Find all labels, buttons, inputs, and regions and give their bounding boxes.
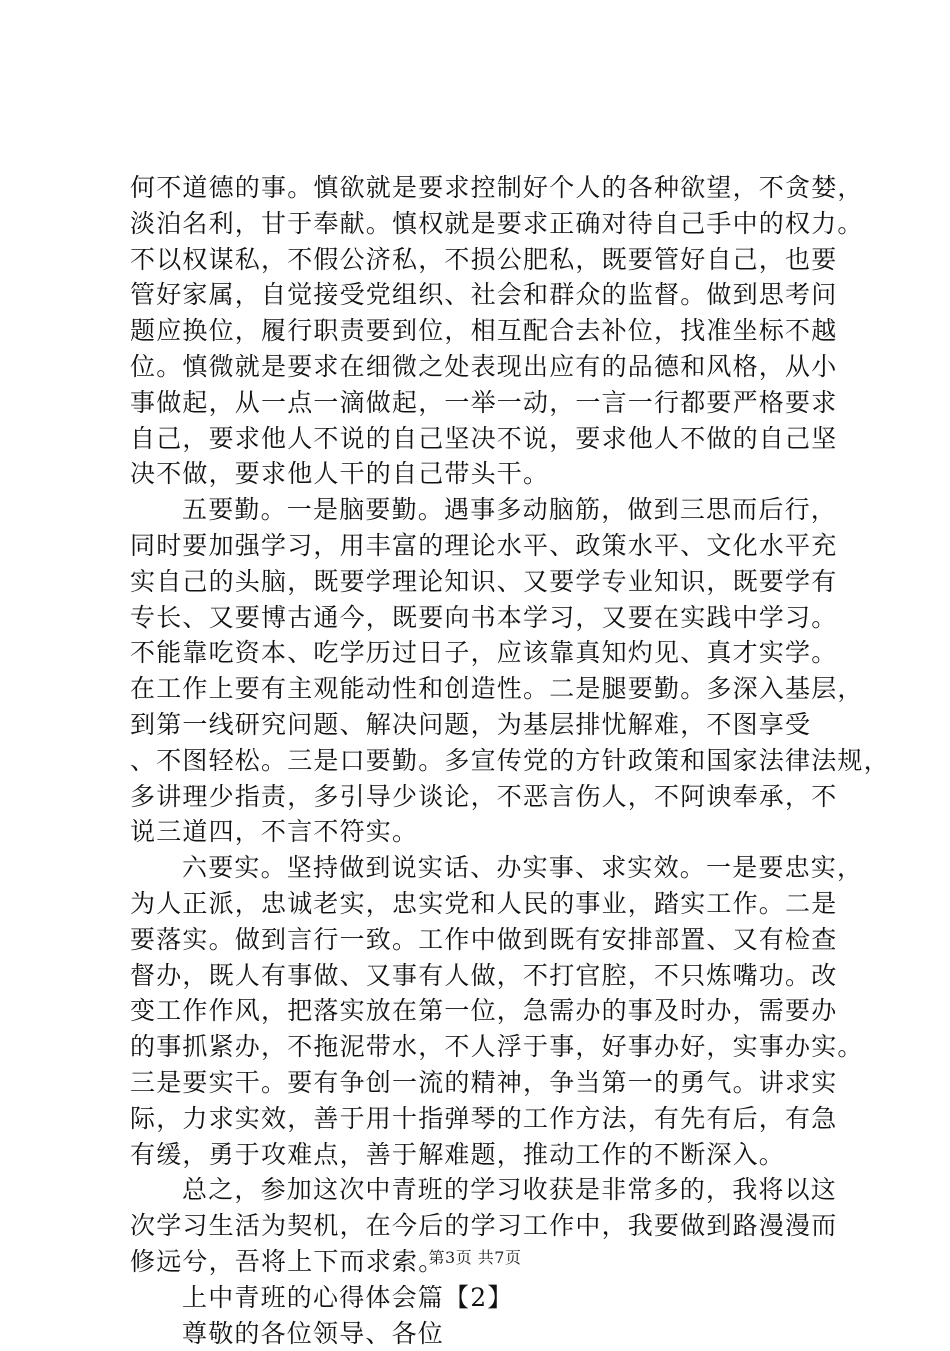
text-line: 变工作作风，把落实放在第一位，急需办的事及时办，需要办 xyxy=(130,993,830,1029)
text-line: 总之，参加这次中青班的学习收获是非常多的，我将以这 xyxy=(130,1172,830,1208)
text-line: 不能靠吃资本、吃学历过日子，应该靠真知灼见、真才实学。 xyxy=(130,635,830,671)
page-footer: 第3页 共7页 xyxy=(0,1245,950,1268)
text-line: 题应换位，履行职责要到位，相互配合去补位，找准坐标不越 xyxy=(130,313,830,349)
text-line: 六要实。坚持做到说实话、办实事、求实效。一是要忠实， xyxy=(130,850,830,886)
text-line: 督办，既人有事做、又事有人做，不打官腔，不只炼嘴功。改 xyxy=(130,958,830,994)
text-line: 要落实。做到言行一致。工作中做到既有安排部置、又有检查 xyxy=(130,922,830,958)
text-line: 际，力求实效，善于用十指弹琴的工作方法，有先有后，有急 xyxy=(130,1101,830,1137)
text-line: 五要勤。一是脑要勤。遇事多动脑筋，做到三思而后行， xyxy=(130,492,830,528)
text-line: 尊敬的各位领导、各位 xyxy=(130,1316,830,1351)
text-line: 说三道四，不言不符实。 xyxy=(130,814,830,850)
text-line: 在工作上要有主观能动性和创造性。二是腿要勤。多深入基层， xyxy=(130,671,830,707)
text-line: 三是要实干。要有争创一流的精神，争当第一的勇气。讲求实 xyxy=(130,1065,830,1101)
text-line: 、不图轻松。三是口要勤。多宣传党的方针政策和国家法律法规， xyxy=(130,743,830,779)
text-line: 多讲理少指责，多引导少谈论，不恶言伤人，不阿谀奉承，不 xyxy=(130,779,830,815)
text-line: 有缓，勇于攻难点，善于解难题，推动工作的不断深入。 xyxy=(130,1137,830,1173)
text-line: 的事抓紧办，不拖泥带水，不人浮于事，好事办好，实事办实。 xyxy=(130,1029,830,1065)
text-line: 专长、又要博古通今，既要向书本学习，又要在实践中学习。 xyxy=(130,600,830,636)
text-line: 实自己的头脑，既要学理论知识、又要学专业知识，既要学有 xyxy=(130,564,830,600)
text-line: 位。慎微就是要求在细微之处表现出应有的品德和风格，从小 xyxy=(130,349,830,385)
text-line: 自己，要求他人不说的自己坚决不说，要求他人不做的自己坚 xyxy=(130,421,830,457)
text-line: 不以权谋私，不假公济私，不损公肥私，既要管好自己，也要 xyxy=(130,242,830,278)
text-line: 到第一线研究问题、解决问题，为基层排忧解难，不图享受 xyxy=(130,707,830,743)
text-line: 事做起，从一点一滴做起，一举一动，一言一行都要严格要求 xyxy=(130,385,830,421)
text-line: 次学习生活为契机，在今后的学习工作中，我要做到路漫漫而 xyxy=(130,1208,830,1244)
text-line: 决不做，要求他人干的自己带头干。 xyxy=(130,456,830,492)
text-line: 何不道德的事。慎欲就是要求控制好个人的各种欲望，不贪婪， xyxy=(130,170,830,206)
text-line: 管好家属，自觉接受党组织、社会和群众的监督。做到思考问 xyxy=(130,277,830,313)
text-line: 上中青班的心得体会篇【2】 xyxy=(130,1280,830,1316)
text-line: 同时要加强学习，用丰富的理论水平、政策水平、文化水平充 xyxy=(130,528,830,564)
body-text xyxy=(130,170,830,1351)
text-line: 淡泊名利，甘于奉献。慎权就是要求正确对待自己手中的权力。 xyxy=(130,206,830,242)
text-line: 为人正派，忠诚老实，忠实党和人民的事业，踏实工作。二是 xyxy=(130,886,830,922)
text-line: 修远兮，吾将上下而求索。 xyxy=(130,1244,830,1280)
